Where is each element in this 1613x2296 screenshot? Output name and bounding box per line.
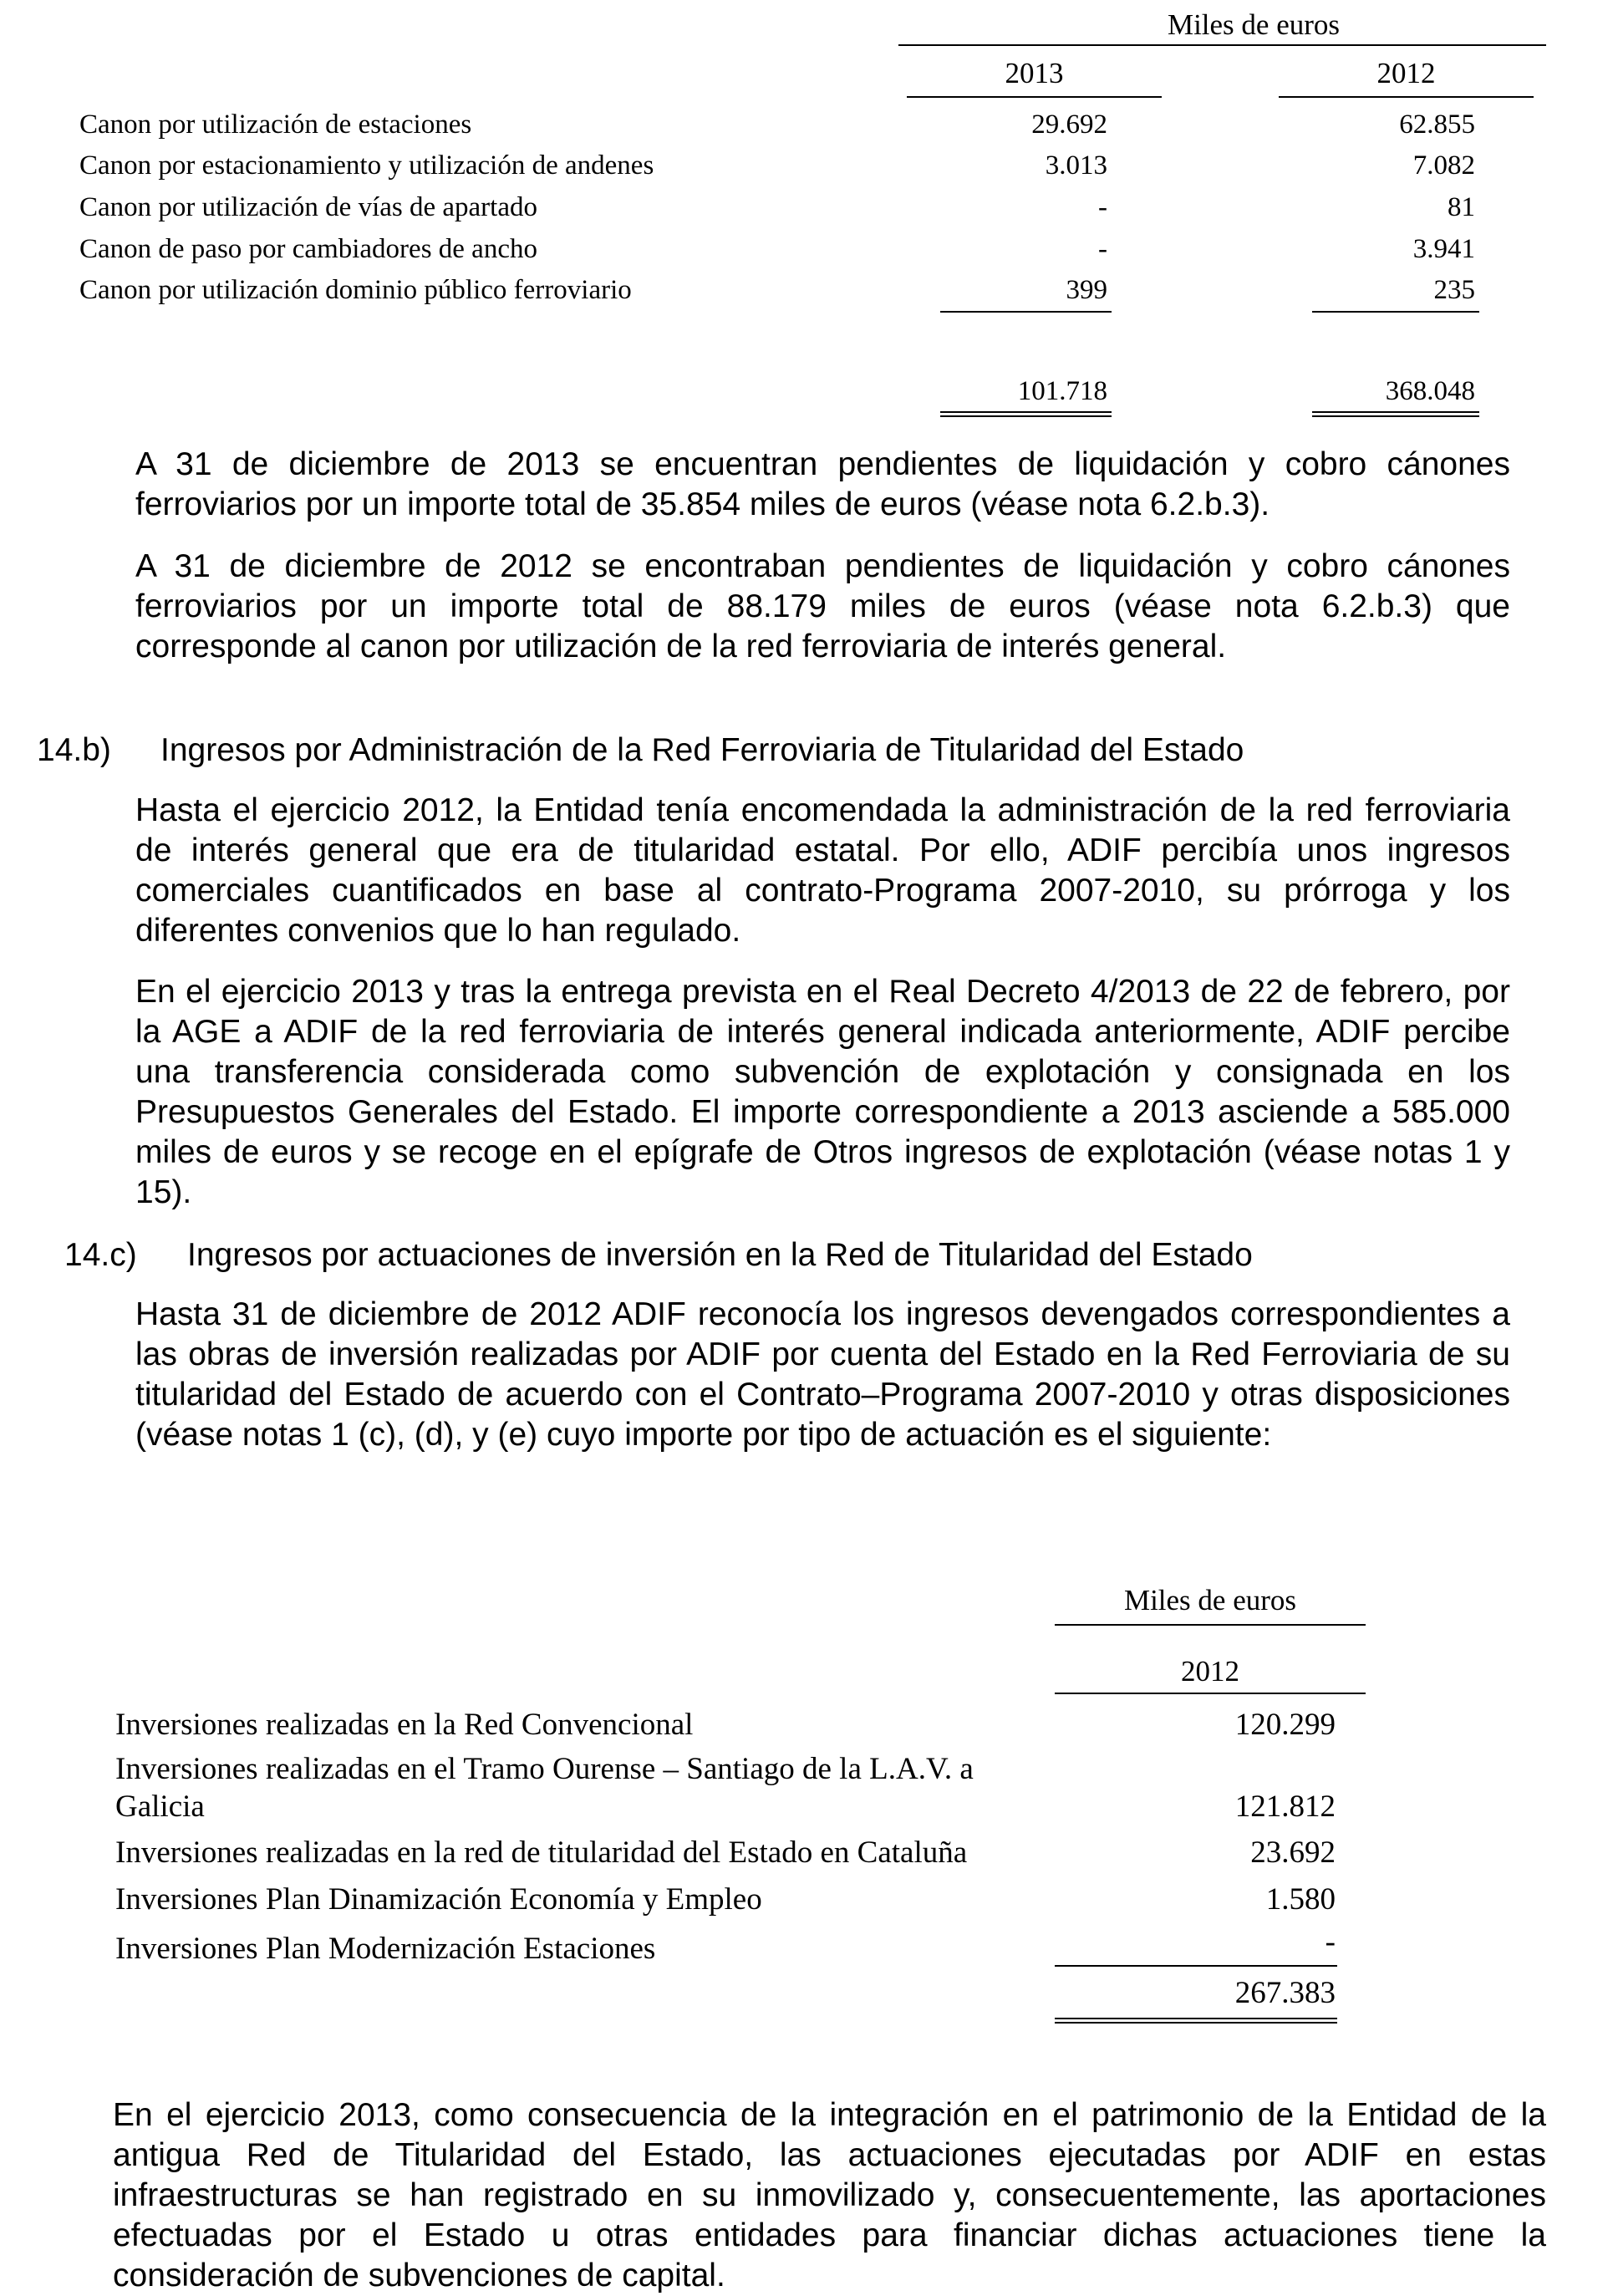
table1-total-double-rule [940,411,1112,417]
table2-row-value: 23.692 [1250,1835,1336,1870]
section-b-paragraph-1: Hasta el ejercicio 2012, la Entidad tenía encomendada la administración de la red ferroviaria de interés general que era de titularidad estatal. Por ello, ADIF percibía unos ingresos comerciales cuantificados en base al contrato-Programa 2007-2010, su prórroga y los diferentes convenios que lo han regulado. [135,792,1510,949]
table1-row-2013: 399 [1066,275,1107,305]
section-b-title: Ingresos por Administración de la Red Ferroviaria de Titularidad del Estado [160,732,1244,768]
table1-total-2012: 368.048 [1385,376,1475,406]
table2-col-rule [1055,1693,1366,1694]
section-c-number: 14.c) [64,1237,137,1273]
table2-row-label: Inversiones realizadas en la red de titularidad del Estado en Cataluña [115,1835,968,1870]
table1-row-label: Canon por utilización dominio público ferroviario [79,275,632,305]
pending-2013-paragraph: A 31 de diciembre de 2013 se encuentran pendientes de liquidación y cobro cánones ferroviarios por un importe total de 35.854 miles de euros (véase nota 6.2.b.3). [135,446,1510,522]
table1-row-2013: - [1098,234,1107,264]
table1-row-2013: - [1098,192,1107,222]
table2-col-2012: 2012 [1181,1655,1239,1688]
table2-row-label: Inversiones Plan Dinamización Economía y Empleo [115,1882,762,1917]
table2-row-label-cont: Galicia [115,1789,205,1824]
table2-row-label: Inversiones realizadas en el Tramo Ourense – Santiago de la L.A.V. a [115,1752,974,1786]
section-c-title: Ingresos por actuaciones de inversión en la Red de Titularidad del Estado [187,1237,1253,1273]
table1-unit-header: Miles de euros [1167,8,1341,41]
table1-row-2012: 62.855 [1399,109,1475,140]
table2-row-value: 120.299 [1234,1708,1336,1742]
table2-subtotal-rule [1055,1965,1337,1967]
table1-row-label: Canon por utilización de vías de apartado [79,192,537,222]
table1-row-2013: 29.692 [1031,109,1107,140]
section-b-number: 14.b) [37,732,111,768]
section-c-paragraph: Hasta 31 de diciembre de 2012 ADIF reconocía los ingresos devengados correspondientes a las obras de inversión realizadas por ADIF por cuenta del Estado en la Red Ferroviaria de su titularidad del Estado de acuerdo con el Contrato–Programa 2007-2010 y otras disposiciones (véase notas 1 (c), (d), y (e) cuyo importe por tipo de actuación es el siguiente: [135,1296,1510,1453]
table1-total-double-rule [1312,411,1479,417]
table1-total-2013: 101.718 [1017,376,1107,406]
table1-row-label: Canon por estacionamiento y utilización de andenes [79,150,654,181]
table2-header-rule [1055,1624,1366,1626]
table1-row-2012: 235 [1433,275,1475,305]
table1-row-2012: 3.941 [1412,234,1475,264]
table2-row-value: 1.580 [1265,1882,1336,1917]
table1-col-2013-rule [907,96,1162,98]
table1-subtotal-rule [940,311,1112,313]
table1-col-2012-rule [1279,96,1534,98]
table1-row-2013: 3.013 [1045,150,1107,181]
table2-total: 267.383 [1234,1976,1336,2010]
table1-header-rule [898,44,1546,46]
pending-2012-paragraph: A 31 de diciembre de 2012 se encontraban pendientes de liquidación y cobro cánones ferroviarios por un importe total de 88.179 miles de euros (véase nota 6.2.b.3) que corresponde al canon por utilización de la red ferroviaria de interés general. [135,548,1510,664]
final-paragraph: En el ejercicio 2013, como consecuencia de la integración en el patrimonio de la Entidad de la antigua Red de Titularidad del Estado, las actuaciones ejecutadas por ADIF en estas infraestructuras se han registrado en su inmovilizado y, consecuentemente, las aportaciones efectuadas por el Estado u otras entidades para financiar dichas actuaciones tiene la consideración de subvenciones de capital. [113,2097,1546,2293]
table2-row-label: Inversiones realizadas en la Red Convencional [115,1708,694,1742]
table1-row-label: Canon de paso por cambiadores de ancho [79,234,537,264]
table1-subtotal-rule [1312,311,1479,313]
table2-total-double-rule [1055,2018,1337,2024]
table1-row-label: Canon por utilización de estaciones [79,109,472,140]
table1-col-2012: 2012 [1376,57,1436,89]
table2-row-value: 121.812 [1234,1789,1336,1824]
section-b-paragraph-2: En el ejercicio 2013 y tras la entrega prevista en el Real Decreto 4/2013 de 22 de febrero, por la AGE a ADIF de la red ferroviaria de interés general indicada anteriormente, ADIF percibe una transferencia considerada como subvención de explotación y consignada en los Presupuestos Generales del Estado. El importe correspondiente a 2013 asciende a 585.000 miles de euros y se recoge en el epígrafe de Otros ingresos de explotación (véase notas 1 y 15). [135,974,1510,1210]
table2-row-label: Inversiones Plan Modernización Estaciones [115,1932,656,1966]
table2-unit-header: Miles de euros [1123,1584,1297,1616]
table2-row-value: - [1325,1925,1336,1959]
table1-col-2013: 2013 [1005,57,1064,89]
table1-row-2012: 81 [1448,192,1475,222]
table1-row-2012: 7.082 [1412,150,1475,181]
